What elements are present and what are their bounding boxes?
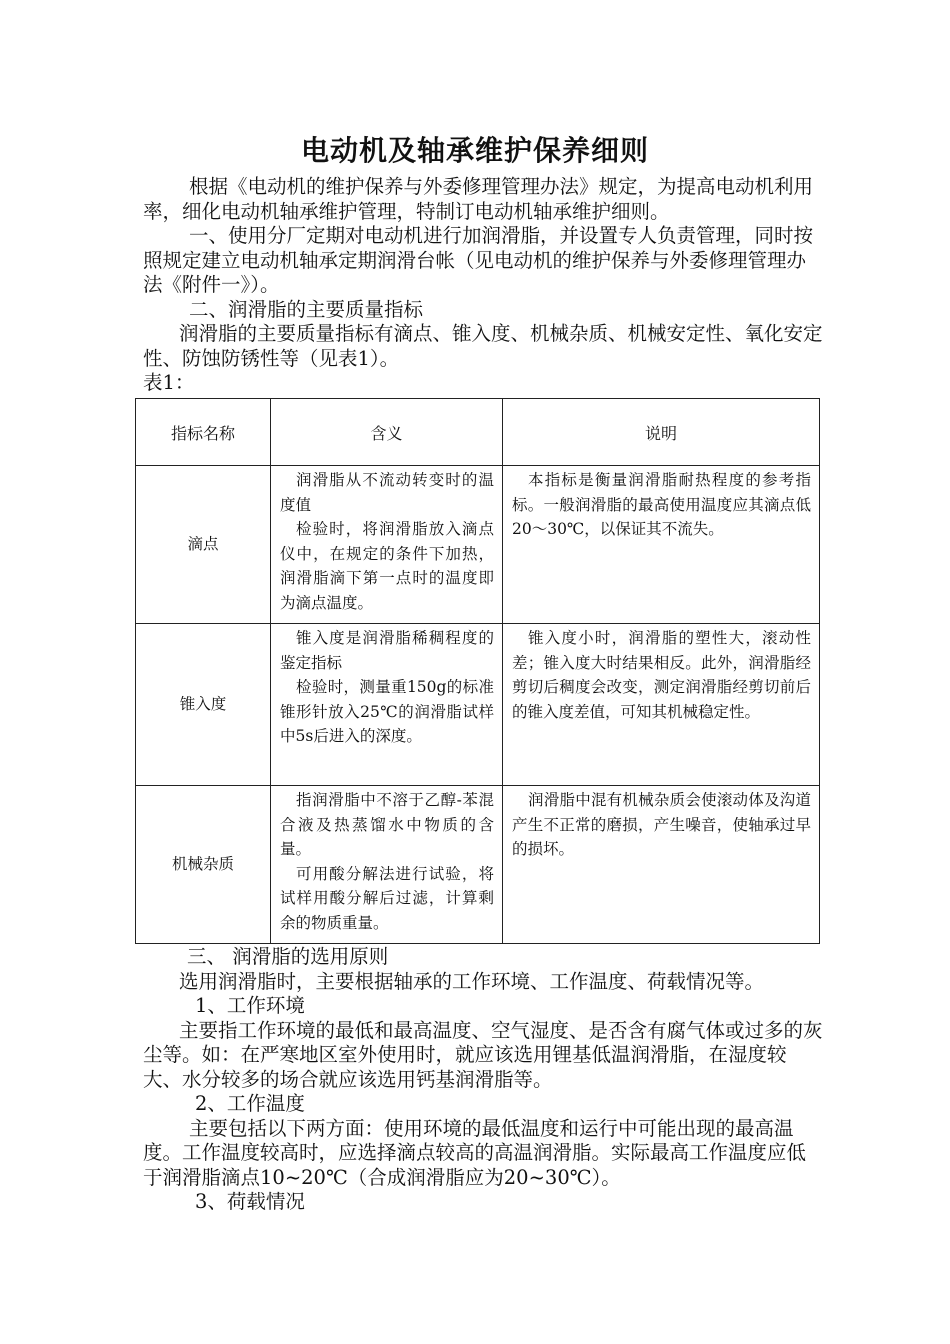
section1-paragraph: 一、使用分厂定期对电动机进行加润滑脂，并设置专人负责管理，同时按照规定建立电动机轴承定期润滑台帐（见电动机的维护保养与外委修理管理办法《附件一》）。	[143, 224, 814, 296]
note-text: 润滑脂中混有机械杂质会使滚动体及沟道产生不正常的磨损，产生噪音，使轴承过早的损坏。	[512, 791, 811, 858]
header-index-name: 指标名称	[136, 399, 271, 466]
intro-paragraph: 根据《电动机的维护保养与外委修理管理办法》规定，为提高电动机利用率，细化电动机轴承维护管理，特制订电动机轴承维护细则。	[143, 175, 814, 223]
table-header-row	[136, 399, 820, 466]
meaning-line: 检验时，测量重150g的标准锥形针放入25℃的润滑脂试样中5s后进入的深度。	[280, 678, 494, 745]
row-meaning	[271, 624, 503, 786]
header-note: 说明	[503, 399, 820, 466]
row-note	[503, 786, 820, 944]
meaning-line: 检验时，将润滑脂放入滴点仪中，在规定的条件下加热，润滑脂滴下第一点时的温度即为滴点温度。	[280, 520, 494, 612]
row-note	[503, 624, 820, 786]
note-text: 本指标是衡量润滑脂耐热程度的参考指标。一般润滑脂的最高使用温度应其滴点低20～30℃，以保证其不流失。	[512, 471, 811, 538]
sub1-paragraph: 主要指工作环境的最低和最高温度、空气湿度、是否含有腐气体或过多的灰尘等。如：在严寒地区室外使用时，就应该选用锂基低温润滑脂，在湿度较大、水分较多的场合就应该选用钙基润滑脂等。	[143, 1018, 823, 1091]
table-row	[136, 786, 820, 944]
note-text: 锥入度小时，润滑脂的塑性大，滚动性差；锥入度大时结果相反。此外，润滑脂经剪切后稠度会改变，测定润滑脂经剪切前后的锥入度差值，可知其机械稳定性。	[512, 629, 811, 721]
sub3-heading: 3、荷载情况	[195, 1190, 305, 1213]
row-meaning	[271, 466, 503, 624]
header-meaning: 含义	[271, 399, 503, 466]
section2-heading: 二、润滑脂的主要质量指标	[189, 297, 424, 321]
section3-paragraph: 选用润滑脂时，主要根据轴承的工作环境、工作温度、荷载情况等。	[179, 969, 765, 993]
table-caption: 表1：	[143, 371, 195, 394]
table-row	[136, 466, 820, 624]
meaning-line: 锥入度是润滑脂稀稠程度的鉴定指标	[280, 629, 494, 672]
quality-index-table	[135, 398, 820, 944]
row-name: 锥入度	[136, 624, 271, 786]
row-name: 机械杂质	[136, 786, 271, 944]
section3-heading: 三、 润滑脂的选用原则	[187, 945, 389, 968]
section3-block	[143, 945, 825, 1215]
meaning-line: 指润滑脂中不溶于乙醇-苯混合液及热蒸馏水中物质的含量。	[280, 791, 494, 858]
sub2-paragraph: 主要包括以下两方面：使用环境的最低温度和运行中可能出现的最高温度。工作温度较高时，应选择滴点较高的高温润滑脂。实际最高工作温度应低于润滑脂滴点10~20℃（合成润滑脂应为20~30℃）。	[143, 1116, 807, 1189]
sub1-heading: 1、工作环境	[195, 994, 305, 1017]
table-row	[136, 624, 820, 786]
row-note	[503, 466, 820, 624]
meaning-line: 润滑脂从不流动转变时的温度值	[280, 471, 494, 514]
row-meaning	[271, 786, 503, 944]
row-name: 滴点	[136, 466, 271, 624]
intro-block	[143, 175, 825, 396]
document-title: 电动机及轴承维护保养细则	[300, 134, 649, 167]
sub2-heading: 2、工作温度	[195, 1092, 305, 1115]
section2-paragraph: 润滑脂的主要质量指标有滴点、锥入度、机械杂质、机械安定性、氧化安定性、防蚀防锈性等（见表1）。	[143, 322, 823, 370]
meaning-line: 可用酸分解法进行试验，将试样用酸分解后过滤，计算剩余的物质重量。	[280, 864, 494, 932]
